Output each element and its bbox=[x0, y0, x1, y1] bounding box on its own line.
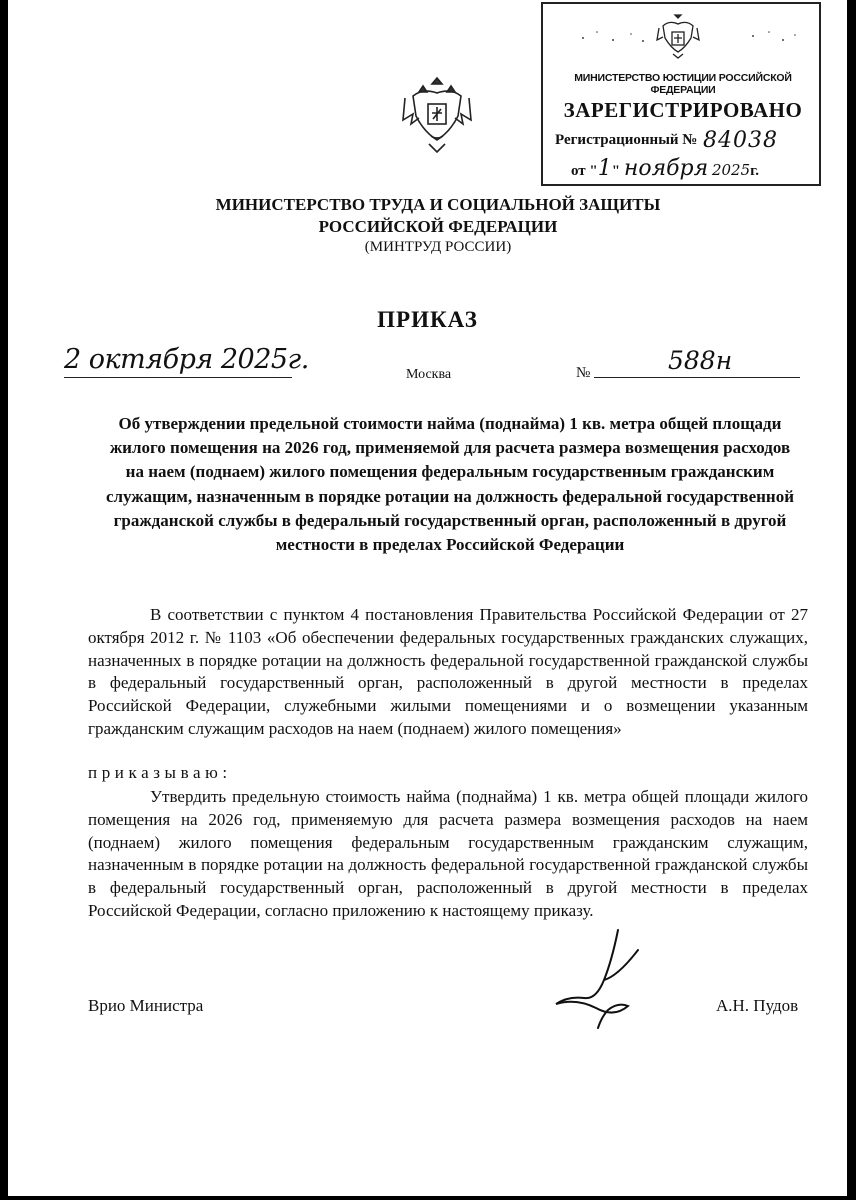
order-city: Москва bbox=[406, 367, 452, 382]
stamp-status: ЗАРЕГИСТРИРОВАНО bbox=[563, 98, 803, 122]
stamp-eagle-emblem-icon bbox=[655, 12, 701, 62]
stamp-date-suffix: г. bbox=[750, 163, 760, 179]
order-number-handwritten: 588н bbox=[668, 346, 733, 375]
ministry-title-line1: МИНИСТЕРСТВО ТРУДА И СОЦИАЛЬНОЙ ЗАЩИТЫ bbox=[215, 195, 661, 214]
signer-name: А.Н. Пудов bbox=[716, 996, 799, 1015]
document-page bbox=[8, 0, 847, 1196]
stamp-date-month: ноября bbox=[623, 156, 709, 181]
ministry-title-line2: РОССИЙСКОЙ ФЕДЕРАЦИИ bbox=[318, 217, 558, 236]
stamp-ministry-name: МИНИСТЕРСТВО ЮСТИЦИИ РОССИЙСКОЙ ФЕДЕРАЦИИ bbox=[574, 72, 792, 96]
order-date-handwritten: 2 октября 2025г. bbox=[64, 344, 309, 375]
stamp-date-prefix: от " bbox=[571, 163, 598, 179]
stamp-date-mid: " bbox=[611, 163, 621, 179]
stamp-reg-date bbox=[571, 156, 759, 181]
stamp-reg-number: 84038 bbox=[703, 128, 778, 153]
coat-of-arms-icon bbox=[401, 74, 473, 158]
stamp-date-year: 2025 bbox=[711, 161, 751, 179]
signer-position: Врио Министра bbox=[88, 996, 204, 1015]
order-title: ПРИКАЗ bbox=[377, 307, 478, 332]
preamble-paragraph: В соответствии с пунктом 4 постановления Правительства Российской Федерации от 27 октября 2012 г. № 1103 «Об обеспечении федеральных государственных гражданских служащих, назначенных в порядке ротации на должность федеральной государственной гражданской службы в федеральный государственный орган, расположенный в другой местности в пределах Российской Федерации, служебными жилыми помещениями и о возмещении указанным гражданским служащим расходов на наем (поднаем) жилого помещения» bbox=[88, 605, 808, 738]
decision-paragraph: Утвердить предельную стоимость найма (поднайма) 1 кв. метра общей площади жилого помещения на 2026 год, применяемую для расчета размера возмещения расходов на наем (поднаем) жилого помещения федеральным государственным гражданским служащим, назначенным в порядке ротации на должность федеральной государственной гражданской службы в федеральный государственный орган, расположенный в другой местности в пределах Российской Федерации, согласно приложению к настоящему приказу. bbox=[88, 787, 808, 920]
order-subject: Об утверждении предельной стоимости найма (поднайма) 1 кв. метра общей площади жилого помещения на 2026 год, применяемой для расчета размера возмещения расходов на наем (поднаем) жилого помещения федеральным государственным гражданским служащим, назначенным в порядке ротации на должность федеральной государственной гражданской службы в федеральный государственный орган, расположенный в другой местности в пределах Российской Федерации bbox=[105, 414, 795, 555]
ministry-abbreviation: (МИНТРУД РОССИИ) bbox=[364, 239, 512, 255]
number-underline bbox=[594, 377, 800, 378]
registration-stamp bbox=[541, 2, 821, 186]
date-underline bbox=[64, 377, 292, 378]
stamp-reg-label: Регистрационный № bbox=[555, 132, 698, 148]
handwritten-signature-icon bbox=[548, 920, 668, 1040]
stamp-date-day: 1 bbox=[597, 156, 612, 181]
order-word: приказываю: bbox=[88, 763, 232, 782]
order-number-label: № bbox=[576, 365, 591, 381]
